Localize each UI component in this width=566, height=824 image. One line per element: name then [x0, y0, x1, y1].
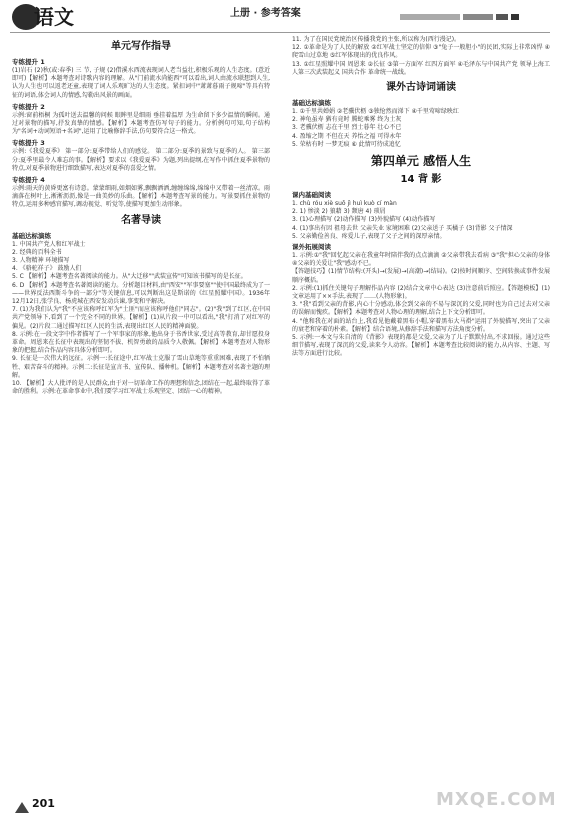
practice-head: 专练提升 1 [12, 58, 45, 66]
header-title: 上册 · 参考答案 [230, 8, 301, 19]
practice-body: 示例:雨天的黄昏更富有诗意。蒙蒙细雨,如烟如雾,飘飘洒洒,缠缠绵绵,绵绵中又带着一丝清凉。雨滴落在树叶上,淅淅沥沥,像是一曲美妙的乐曲。【解析】本题考查写景的能力。写景要抓住景物的特点,运用多种感官描写,调动视觉、听觉等,使描写更加生动形象。 [12, 185, 270, 209]
subject-logo [12, 4, 76, 30]
practice-body: 示例:《我爱夏季》 第一部分:夏季带给人们的感觉。 第二部分:夏季的景致与夏季的人。 第三部分:夏季里最令人难忘的事。【解析】要求以《我爱夏季》为题,列出提纲,在写作中抓住夏季景物的特点,对夏季景物进行细致描写,表达对夏季的喜爱之情。 [12, 148, 270, 172]
practice-body: (1)岩石 (2)秋(或:春季) 三 节, 子规 (2)借溪水西流表现词人老当益壮,积极乐观的人生态度。(意近即可)【解析】本题考查对诗歌内容的理解。从"门前流水尚能西"可以看出,词人由流水联想到人生,认为人生也可以返老还童,表现了词人乐观旷达的人生态度。紧扣词中"萧萧暮雨子规啼"等具有特征的词语,体会词人的情感,勾勒出风景的画面。 [12, 67, 270, 99]
practice-head: 专练提升 4 [12, 176, 45, 185]
left-column [12, 36, 270, 397]
practice-block-3 [12, 139, 270, 173]
answer-item: 4. (1)事出有因 祖母去世 父亲失业 家境困难 (2)父亲送子 买橘子 (3)背影 父子情深 [292, 224, 513, 232]
answer-item: 【答题技巧】(1)情节结构:(开头)→(发展)→(高潮)→(结局)。(2)按时间顺序、空间转换或事件发展顺序概括。 [292, 268, 550, 284]
page-corner-icon [14, 800, 30, 814]
practice-block-2 [12, 103, 270, 137]
section-title-poetry: 课外古诗词诵读 [386, 82, 456, 94]
answer-item: 2. 经典的百科全书 [12, 248, 62, 256]
practice-head: 专练提升 3 [12, 139, 45, 148]
watermark: MXQE.COM [436, 789, 557, 810]
page-number: 201 [32, 797, 55, 810]
answer-item: 1. 中国共产党人和红军战士 [12, 240, 86, 248]
unit-title: 第四单元 感悟人生 [370, 154, 472, 169]
inclass-reading-head: 课内基础阅读 [292, 191, 331, 200]
basic-practice-head: 基础达标演练 [12, 231, 51, 240]
answer-item: 4. 盈缩之期 不但在天 养怡之福 可得永年 [292, 132, 402, 140]
header-decoration [400, 14, 530, 20]
section-title-writing: 单元写作指导 [111, 41, 171, 52]
answer-item: 1. chù róu xiè suō jì huì kuò cí màn [292, 200, 397, 208]
answer-item: 4. "他和我在对面的站台上,我看见他戴着黑布小帽,穿着黑布大马褂"运用了外貌描写,突出了父亲的衰老和穿着的朴素。【解析】结合语境,从修辞手法和描写方法角度分析。 [292, 317, 550, 333]
answer-item: 2. 神龟虽寿 猶有竟时 腾蛇乘雾 终为土灰 [292, 116, 402, 124]
answer-item: 6. D 【解析】本题考查名著阅读的能力。分析题目材料,由"西安""军事要塞""使中国最终成为了一——世界反法西斯斗争的一部分"等关键信息,可以判断出这是斯诺的《红星照耀中国》。1936年12月12日,张学良、杨虎城在西安发动兵谏,事变和平解决。 [12, 281, 270, 306]
right-column [292, 36, 550, 359]
section-title-classics: 名著导读 [121, 214, 161, 226]
answer-item: 1. ①千里共婵娟 ②老骥伏枥 ③独怆然而涕下 ④千里莺啼绿映红 [292, 108, 459, 116]
header-divider [10, 32, 550, 33]
answer-item: 5. 荣枯有时 一梦无痕 ⑥ 此情可待成追忆 [292, 140, 401, 148]
page-header [0, 0, 566, 34]
practice-block-4 [12, 176, 270, 210]
answer-item: 3. (1)心理描写 (2)动作描写 (3)外貌描写 (4)动作描写 [292, 216, 436, 224]
answer-item: 3. 人物精神 环境描写 [12, 257, 70, 265]
answer-item: 5. 父亲勤俭善良、疼爱儿子,表现了父子之间的深厚亲情。 [292, 232, 446, 240]
answer-item: 3. 老骥伏枥 志在千里 烈士暮年 壮心不已 [292, 124, 402, 132]
practice-body: 示例:窗前梧桐 为孤叶送去温馨的问候 眼眸里是细雨 垂挂着温厚 为生命留下多少温情的瞬间。通过对景物的描写,抒发真挚的情感。【解析】本题考查仿写句子的能力。分析例句可知,句子结构为"名词+动词短语+名词",运用了比喻修辞手法,仿句要符合这一格式。 [12, 111, 270, 136]
practice-block-1 [12, 58, 270, 100]
answer-item: 13. ①红星照耀中国 周恩来 ②长征 ③第一方面军 红四方面军 ④毛泽东与中国共产党 领导上海工人第三次武装起义 国共合作 革命统一战线。 [292, 60, 550, 76]
answer-item: 3. "我"看到父亲的背影,内心十分感动,体会到父亲的不易与深沉的父爱,同时也为自己过去对父亲的误解而愧疚。【解析】本题考查对人物心理的理解,结合上下文分析即可。 [292, 301, 550, 317]
answer-item: 2. 示例:(1)抓住关键句子理解作品内容 (2)结合文章中心表达 (3)注意前后照应。【答题模板】(1)文章运用了××手法,表现了……(人物形象)。 [292, 284, 550, 301]
answer-item: 4. 《骆驼祥子》 鼓励人们 [12, 265, 82, 273]
answer-item: 2. 1) 惨淡 2) 狼藉 3) 颓唐 4) 琐屑 [292, 208, 386, 216]
lesson-title: 14 背 影 [400, 174, 442, 186]
answer-item: 8. 示例:在一段文字中作者描写了一个军事家的形象,他出身于书香世家,受过高等教育,却甘愿投身革命。周恩来在长征中表现出的坚韧不拔、机智勇敢的品质令人敬佩。【解析】本题考查对人物形象的把握,结合作品内容具体分析即可。 [12, 330, 270, 355]
answer-item: 5. 示例:一本文与朱自清的《背影》表现的都是父爱,父亲为了儿子默默付出,不求回报。通过这些细节描写,表现了深沉的父爱,读来令人动容。【解析】本题考查比较阅读的能力,从内容、主题、写法等方面进行比较。 [292, 334, 550, 358]
answer-item: 7. (1)为我们认为"我"不应该称呼红军为"土匪"而应该称呼他们"同志"。(2)"我"到了红区,在中国共产党领导下,看到了一个完全不同的世界。【解析】(1)从片段一中可以看出,"我"打消了对红军的偏见。(2)片段二通过描写红区人民的生活,表现出红区人民的精神面貌。 [12, 306, 270, 330]
answer-item: 9. 长征是一次伟大的远征。示例一:长征途中,红军战士克服了雪山草地等重重困难,表现了不怕牺牲、艰苦奋斗的精神。示例二:长征是宣言书、宣传队、播种机。【解析】本题考查对名著主题的理解。 [12, 355, 270, 379]
answer-item: 1. 示例:①"我"回忆起父亲在我童年时陪伴我的点点滴滴 ②父亲带我去看病 ③"我"担心父亲的身体 ④父亲的关爱让"我"感动不已。 [292, 252, 550, 268]
answer-item: 12. ①革命是为了人民的解放 ②红军战士坚定的信仰 ③"兔子一般胆小"的民团,实际上非常凶悍 ④爬雪山过草地 ⑤红军体现出的优良作风。 [292, 44, 550, 60]
logo-text: 语文 [34, 5, 74, 29]
extended-reading-head: 课外拓展阅读 [292, 243, 331, 252]
practice-head: 专练提升 2 [12, 102, 45, 111]
basic-practice-head: 基础达标演练 [292, 99, 331, 108]
answer-item: 5. C 【解析】本题考查名著阅读的能力。从"大迁移""武装宣传"可知该书描写的是长征。 [12, 273, 247, 281]
answer-item: 11. 为了在国民党统治区传播我党的主张,所以称为(西行漫记)。 [292, 36, 461, 43]
answer-item: 10. 【解析】大人批评的是人民群众,由于对一切革命工作的理想和信念,团结在一起,最终取得了革命的胜利。示例:在革命事业中,我们要学习红军战士乐观坚定、团结一心的精神。 [12, 380, 270, 396]
